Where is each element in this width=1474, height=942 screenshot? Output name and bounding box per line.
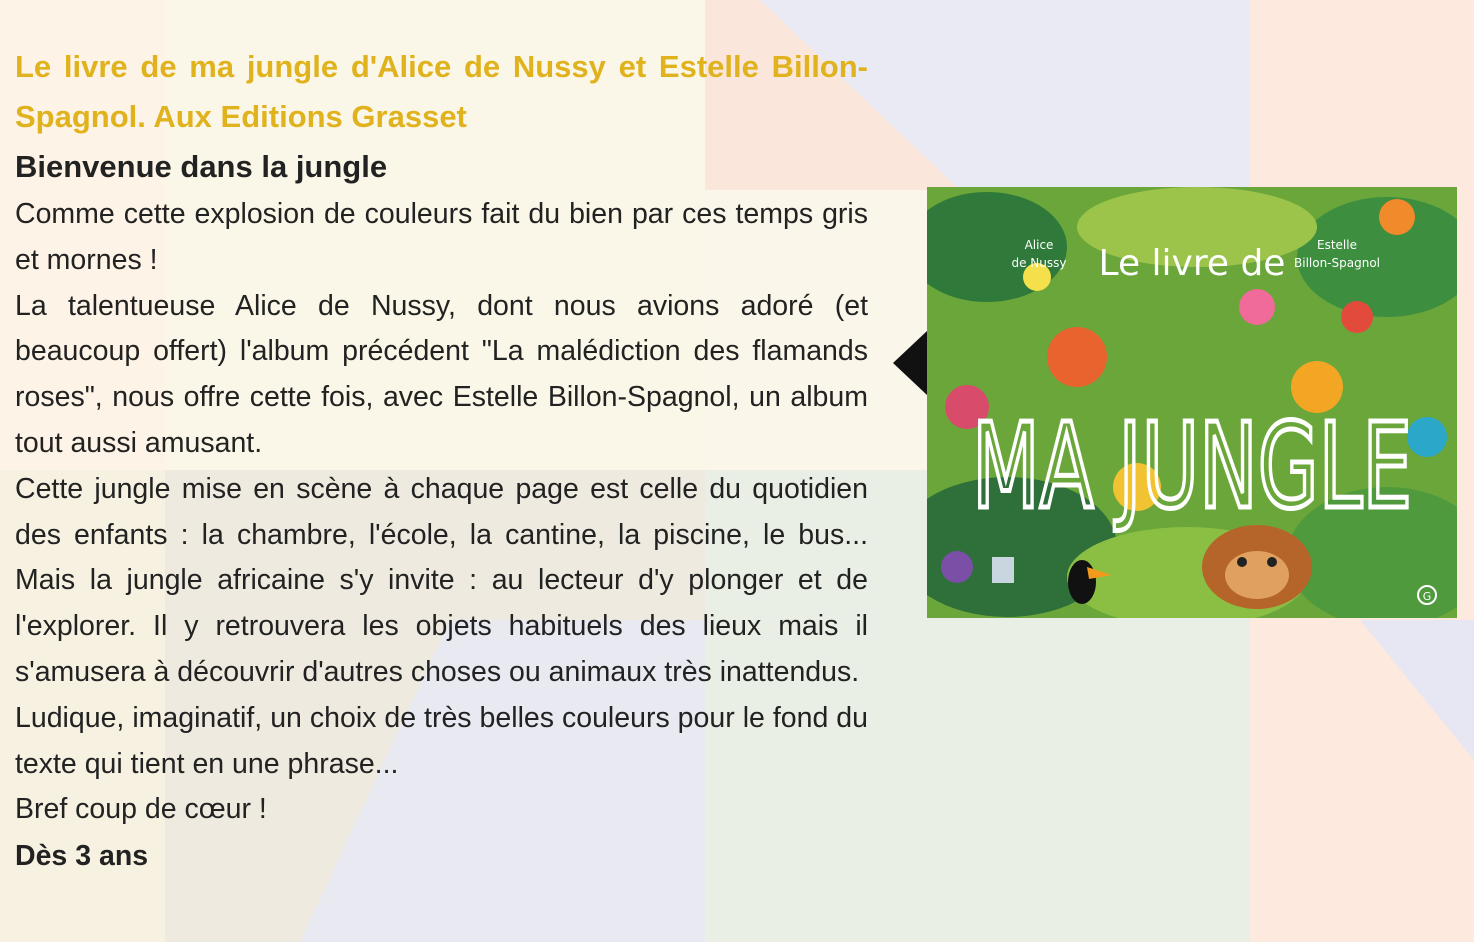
cover-title-small: Le livre de bbox=[1098, 243, 1286, 284]
book-cover bbox=[927, 187, 1457, 618]
article-text bbox=[15, 42, 868, 879]
paragraph-3: Cette jungle mise en scène à chaque page est celle du quotidien des enfants : la chambre, l'école, la cantine, la piscine, le bus... Mais la jungle africaine s'y invite : au lecteur d'y plonger et de l'explorer. Il y retrouvera les objets habituels des lieux mais il s'amusera à découvrir d'autres choses ou animaux très inattendus. bbox=[15, 472, 868, 688]
article-subtitle: Bienvenue dans la jungle bbox=[15, 149, 388, 184]
paragraph-4: Ludique, imaginatif, un choix de très belles couleurs pour le fond du texte qui tient en une phrase... bbox=[15, 701, 868, 780]
cover-author-left-1: Alice bbox=[1024, 238, 1054, 252]
article-title: Le livre de ma jungle d'Alice de Nussy et Estelle Billon-Spagnol. Aux Editions Grasset bbox=[15, 49, 868, 134]
cover-title-big: MA JUNGLE bbox=[972, 397, 1412, 535]
paragraph-5: Bref coup de cœur ! bbox=[15, 793, 267, 826]
cover-author-right-1: Estelle bbox=[1317, 238, 1357, 252]
paragraph-1: Comme cette explosion de couleurs fait du bien par ces temps gris et mornes ! bbox=[15, 198, 868, 276]
book-cover-illustration bbox=[927, 187, 1457, 618]
pointer-arrow bbox=[893, 331, 927, 395]
cover-author-left-2: de Nussy bbox=[1011, 256, 1067, 270]
age-label: Dès 3 ans bbox=[15, 840, 149, 873]
cover-author-right-2: Billon-Spagnol bbox=[1294, 256, 1380, 270]
paragraph-2: La talentueuse Alice de Nussy, dont nous avions adoré (et beaucoup offert) l'album précédent "La malédiction des flamands roses", nous offre cette fois, avec Estelle Billon-Spagnol, un album tout aussi amusant. bbox=[15, 289, 868, 459]
cover-publisher-mark: G bbox=[1422, 590, 1432, 603]
